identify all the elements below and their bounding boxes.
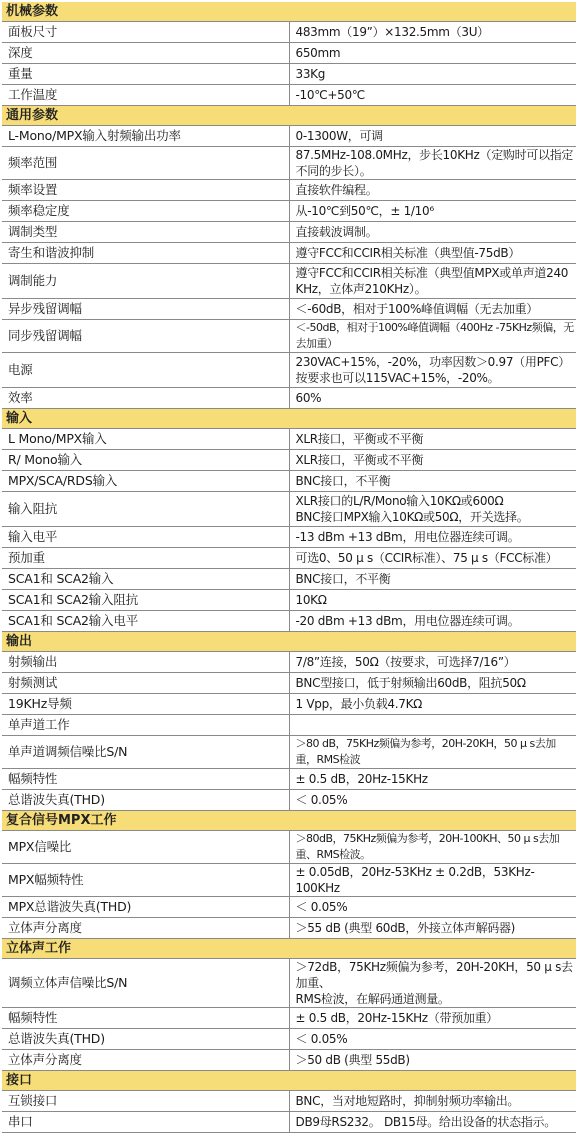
spec-label: 幅频特性: [2, 1008, 289, 1029]
spec-value: ＞50 dB (典型 55dB): [289, 1050, 576, 1071]
spec-label: 总谐波失真(THD): [2, 1029, 289, 1050]
spec-label: MPX信噪比: [2, 831, 289, 864]
spec-value: 483mm（19”）×132.5mm（3U）: [289, 22, 576, 43]
section-title: 机械参数: [2, 2, 576, 22]
spec-table: [2, 2, 576, 1133]
spec-row: [2, 694, 576, 715]
spec-value: 直接软件编程。: [289, 180, 576, 201]
spec-label: 调制类型: [2, 222, 289, 243]
spec-value: -13 dBm +13 dBm，用电位器连续可调。: [289, 527, 576, 548]
spec-row: [2, 918, 576, 939]
spec-label: 立体声分离度: [2, 918, 289, 939]
spec-label: 输入电平: [2, 527, 289, 548]
spec-value: DB9母RS232。 DB15母。给出设备的状态指示。: [289, 1112, 576, 1133]
spec-value: 60%: [289, 388, 576, 409]
spec-value: ± 0.05dB，20Hz-53KHz ± 0.2dB，53KHz-100KHz: [289, 864, 576, 897]
spec-value: XLR接口，平衡或不平衡: [289, 429, 576, 450]
spec-label: 19KHz导频: [2, 694, 289, 715]
spec-value: 可选0、50 µ s（CCIR标准）、75 µ s（FCC标准）: [289, 548, 576, 569]
spec-value: ＞80 dB，75KHz频偏为参考，20H-20KH，50 µ s去加重，RMS检波: [289, 736, 576, 769]
spec-row: [2, 429, 576, 450]
spec-value: 0-1300W，可调: [289, 126, 576, 147]
spec-row: [2, 492, 576, 527]
spec-label: 面板尺寸: [2, 22, 289, 43]
spec-row: [2, 652, 576, 673]
section-title: 通用参数: [2, 106, 576, 126]
spec-row: [2, 388, 576, 409]
spec-row: [2, 590, 576, 611]
section-title: 立体声工作: [2, 939, 576, 959]
spec-row: [2, 736, 576, 769]
spec-value: 650mm: [289, 43, 576, 64]
spec-value: [289, 715, 576, 736]
section-title: 接口: [2, 1071, 576, 1091]
spec-label: MPX/SCA/RDS输入: [2, 471, 289, 492]
spec-row: [2, 243, 576, 264]
spec-label: L Mono/MPX输入: [2, 429, 289, 450]
section-header: [2, 632, 576, 652]
spec-value: 1 Vpp，最小负载4.7KΩ: [289, 694, 576, 715]
spec-label: 互锁接口: [2, 1091, 289, 1112]
spec-value: ＞80dB，75KHz频偏为参考，20H-100KH、50 µ s去加重、RMS检波。: [289, 831, 576, 864]
spec-value: 10KΩ: [289, 590, 576, 611]
section-header: [2, 811, 576, 831]
spec-row: [2, 126, 576, 147]
spec-label: 立体声分离度: [2, 1050, 289, 1071]
spec-row: [2, 471, 576, 492]
spec-label: 深度: [2, 43, 289, 64]
section-header: [2, 106, 576, 126]
spec-row: [2, 769, 576, 790]
spec-value: 遵守FCC和CCIR相关标准（典型值MPX或单声道240 KHz，立体声210KHz）。: [289, 264, 576, 299]
spec-label: MPX幅频特性: [2, 864, 289, 897]
spec-label: 重量: [2, 64, 289, 85]
spec-value: 从-10℃到50℃，± 1/10⁶: [289, 201, 576, 222]
spec-row: [2, 897, 576, 918]
spec-row: [2, 1029, 576, 1050]
spec-value: ＜ 0.05%: [289, 897, 576, 918]
spec-label: 输入阻抗: [2, 492, 289, 527]
spec-label: 电源: [2, 353, 289, 388]
spec-label: 串口: [2, 1112, 289, 1133]
spec-row: [2, 1008, 576, 1029]
spec-value: 87.5MHz-108.0MHz，步长10KHz（定购时可以指定不同的步长）。: [289, 147, 576, 180]
spec-label: 单声道调频信噪比S/N: [2, 736, 289, 769]
spec-row: [2, 611, 576, 632]
spec-value: ＜ 0.05%: [289, 790, 576, 811]
spec-row: [2, 673, 576, 694]
spec-row: [2, 22, 576, 43]
spec-value: 直接载波调制。: [289, 222, 576, 243]
spec-label: L-Mono/MPX输入射频输出功率: [2, 126, 289, 147]
spec-row: [2, 222, 576, 243]
spec-value: ＞72dB，75KHz频偏为参考，20H-20KH，50 µ s去加重、 RMS检波，在解码通道测量。: [289, 959, 576, 1008]
spec-row: [2, 569, 576, 590]
spec-label: 异步残留调幅: [2, 299, 289, 320]
section-header: [2, 2, 576, 22]
spec-label: 调制能力: [2, 264, 289, 299]
spec-value: XLR接口的L/R/Mono输入10KΩ或600Ω BNC接口MPX输入10KΩ或50Ω，开关选择。: [289, 492, 576, 527]
spec-row: [2, 715, 576, 736]
spec-value: 33Kg: [289, 64, 576, 85]
spec-row: [2, 959, 576, 1008]
spec-sheet: [2, 2, 576, 1133]
spec-label: SCA1和 SCA2输入电平: [2, 611, 289, 632]
spec-label: 预加重: [2, 548, 289, 569]
spec-value: XLR接口，平衡或不平衡: [289, 450, 576, 471]
spec-row: [2, 85, 576, 106]
spec-row: [2, 201, 576, 222]
spec-row: [2, 1091, 576, 1112]
spec-value: -10℃+50℃: [289, 85, 576, 106]
spec-value: BNC接口，不平衡: [289, 471, 576, 492]
spec-row: [2, 1112, 576, 1133]
spec-label: 射频测试: [2, 673, 289, 694]
spec-row: [2, 264, 576, 299]
spec-row: [2, 527, 576, 548]
spec-label: 频率范围: [2, 147, 289, 180]
spec-label: SCA1和 SCA2输入: [2, 569, 289, 590]
spec-value: BNC，当对地短路时，抑制射频功率输出。: [289, 1091, 576, 1112]
spec-value: BNC型接口，低于射频输出60dB，阻抗50Ω: [289, 673, 576, 694]
spec-label: 射频输出: [2, 652, 289, 673]
spec-row: [2, 64, 576, 85]
spec-row: [2, 43, 576, 64]
spec-row: [2, 831, 576, 864]
spec-row: [2, 864, 576, 897]
spec-label: 单声道工作: [2, 715, 289, 736]
spec-value: -20 dBm +13 dBm，用电位器连续可调。: [289, 611, 576, 632]
spec-row: [2, 180, 576, 201]
spec-row: [2, 299, 576, 320]
section-header: [2, 1071, 576, 1091]
spec-value: 230VAC+15%，-20%，功率因数＞0.97（用PFC） 按要求也可以115VAC+15%，-20%。: [289, 353, 576, 388]
spec-row: [2, 450, 576, 471]
spec-value: 7/8”连接，50Ω（按要求，可选择7/16”）: [289, 652, 576, 673]
section-title: 输出: [2, 632, 576, 652]
spec-value: BNC接口，不平衡: [289, 569, 576, 590]
spec-row: [2, 1050, 576, 1071]
spec-row: [2, 353, 576, 388]
spec-value: ± 0.5 dB，20Hz-15KHz: [289, 769, 576, 790]
spec-value: ＜ 0.05%: [289, 1029, 576, 1050]
spec-value: ＜-50dB，相对于100%峰值调幅（400Hz -75KHz频偏，无去加重）: [289, 320, 576, 353]
spec-row: [2, 320, 576, 353]
spec-label: 工作温度: [2, 85, 289, 106]
spec-table-body: [2, 2, 576, 1133]
spec-label: 寄生和谐波抑制: [2, 243, 289, 264]
spec-label: 总谐波失真(THD): [2, 790, 289, 811]
spec-label: MPX总谐波失真(THD): [2, 897, 289, 918]
section-header: [2, 939, 576, 959]
spec-label: 调频立体声信噪比S/N: [2, 959, 289, 1008]
spec-label: 效率: [2, 388, 289, 409]
spec-row: [2, 147, 576, 180]
spec-label: 幅频特性: [2, 769, 289, 790]
section-header: [2, 409, 576, 429]
spec-value: ＞55 dB (典型 60dB，外接立体声解码器): [289, 918, 576, 939]
spec-label: 同步残留调幅: [2, 320, 289, 353]
spec-label: R/ Mono输入: [2, 450, 289, 471]
spec-value: 遵守FCC和CCIR相关标准（典型值-75dB）: [289, 243, 576, 264]
spec-row: [2, 548, 576, 569]
spec-value: ＜-60dB，相对于100%峰值调幅（无去加重）: [289, 299, 576, 320]
spec-value: ± 0.5 dB，20Hz-15KHz（带预加重）: [289, 1008, 576, 1029]
spec-label: 频率设置: [2, 180, 289, 201]
section-title: 复合信号MPX工作: [2, 811, 576, 831]
section-title: 输入: [2, 409, 576, 429]
spec-label: SCA1和 SCA2输入阻抗: [2, 590, 289, 611]
spec-label: 频率稳定度: [2, 201, 289, 222]
spec-row: [2, 790, 576, 811]
